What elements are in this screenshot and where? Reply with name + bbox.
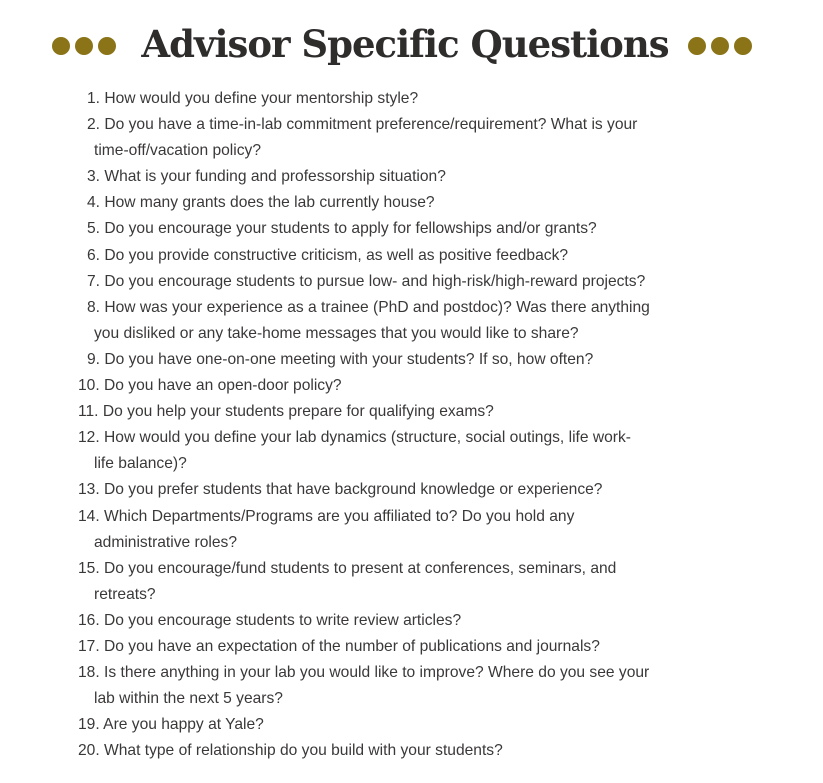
question-line	[78, 738, 740, 764]
question-text: Do you have an expectation of the number of publications and journals?	[104, 637, 600, 655]
question-number: 1.	[87, 90, 101, 107]
question-number: 15.	[78, 559, 100, 577]
right-dots-decoration	[688, 37, 752, 55]
question-number: 5.	[87, 220, 101, 238]
question-item	[78, 608, 740, 634]
question-item	[78, 243, 740, 269]
question-item	[78, 190, 740, 216]
question-number: 12.	[78, 429, 100, 447]
question-line	[78, 347, 740, 373]
question-text: How would you define your lab dynamics (structure, social outings, life work-	[104, 429, 631, 447]
question-line	[78, 608, 740, 634]
question-line	[78, 556, 740, 582]
question-number: 10.	[78, 377, 100, 395]
question-line	[78, 216, 740, 242]
dot-icon	[75, 37, 93, 55]
question-text: Do you encourage your students to apply for fellowships and/or grants?	[104, 220, 597, 238]
question-line	[78, 164, 740, 190]
question-number: 9.	[87, 350, 101, 368]
question-text: Do you have an open-door policy?	[104, 377, 342, 395]
question-item	[78, 86, 740, 112]
question-text: Do you prefer students that have background knowledge or experience?	[104, 481, 603, 499]
question-number: 7.	[87, 272, 101, 290]
question-item	[78, 738, 740, 764]
question-number: 17.	[78, 637, 100, 655]
question-number: 6.	[87, 246, 101, 264]
question-item	[78, 504, 740, 556]
question-text-continued: time-off/vacation policy?	[94, 142, 261, 160]
question-number: 11.	[78, 403, 99, 421]
question-text-continued: administrative roles?	[94, 533, 238, 551]
question-number: 19.	[78, 716, 100, 734]
question-line	[78, 190, 740, 216]
question-item	[78, 477, 740, 503]
question-line	[78, 634, 740, 660]
question-number: 16.	[78, 611, 100, 629]
question-text: Do you encourage students to pursue low- and high-risk/high-reward projects?	[104, 272, 646, 290]
header	[0, 12, 823, 76]
left-dots-decoration	[52, 37, 116, 55]
dot-icon	[52, 37, 70, 55]
question-item	[78, 295, 740, 347]
question-item	[78, 556, 740, 608]
dot-icon	[734, 37, 752, 55]
question-text: Do you help your students prepare for qualifying exams?	[102, 403, 494, 421]
question-number: 4.	[87, 194, 101, 212]
question-number: 14.	[78, 507, 100, 525]
question-item	[78, 112, 740, 164]
question-item	[78, 399, 740, 425]
question-line	[78, 425, 740, 451]
question-line	[78, 660, 740, 686]
question-text: Is there anything in your lab you would like to improve? Where do you see your	[104, 664, 650, 682]
question-text: How was your experience as a trainee (PhD and postdoc)? Was there anything	[104, 298, 650, 316]
question-item	[78, 373, 740, 399]
question-number: 3.	[87, 168, 101, 186]
question-line	[78, 504, 740, 530]
question-text: Do you have a time-in-lab commitment preference/requirement? What is your	[104, 116, 638, 134]
question-number: 8.	[87, 298, 101, 316]
question-line	[78, 269, 740, 295]
question-text: Which Departments/Programs are you affiliated to? Do you hold any	[104, 507, 575, 525]
question-text-continued: life balance)?	[94, 455, 187, 473]
question-item	[78, 634, 740, 660]
question-item	[78, 164, 740, 190]
question-text: How would you define your mentorship style?	[104, 90, 419, 107]
question-line	[78, 399, 740, 425]
question-item	[78, 269, 740, 295]
question-text-continued: lab within the next 5 years?	[94, 690, 283, 708]
question-text: What is your funding and professorship situation?	[104, 168, 446, 186]
question-text: Do you encourage/fund students to present at conferences, seminars, and	[104, 559, 617, 577]
page-title: Advisor Specific Questions	[141, 22, 669, 66]
question-item	[78, 347, 740, 373]
question-line	[78, 712, 740, 738]
question-line	[78, 295, 740, 321]
dot-icon	[688, 37, 706, 55]
question-text: Are you happy at Yale?	[103, 716, 264, 734]
question-text-continued: retreats?	[94, 585, 156, 603]
question-line	[78, 373, 740, 399]
question-text: Do you have one-on-one meeting with your students? If so, how often?	[104, 350, 594, 368]
question-text: What type of relationship do you build with your students?	[104, 742, 503, 760]
question-number: 13.	[78, 481, 100, 499]
question-line	[78, 112, 740, 138]
question-number: 18.	[78, 664, 100, 682]
question-text: How many grants does the lab currently house?	[104, 194, 435, 212]
question-item	[78, 216, 740, 242]
question-line	[78, 243, 740, 269]
question-line	[78, 477, 740, 503]
question-text-continued: you disliked or any take-home messages that you would like to share?	[94, 324, 579, 342]
question-item	[78, 660, 740, 712]
question-line	[78, 86, 740, 112]
dot-icon	[98, 37, 116, 55]
question-item	[78, 712, 740, 738]
question-number: 20.	[78, 742, 100, 760]
question-text: Do you encourage students to write review articles?	[104, 611, 462, 629]
question-text: Do you provide constructive criticism, as well as positive feedback?	[104, 246, 569, 264]
question-number: 2.	[87, 116, 101, 134]
question-list	[78, 86, 740, 764]
question-item	[78, 425, 740, 477]
dot-icon	[711, 37, 729, 55]
